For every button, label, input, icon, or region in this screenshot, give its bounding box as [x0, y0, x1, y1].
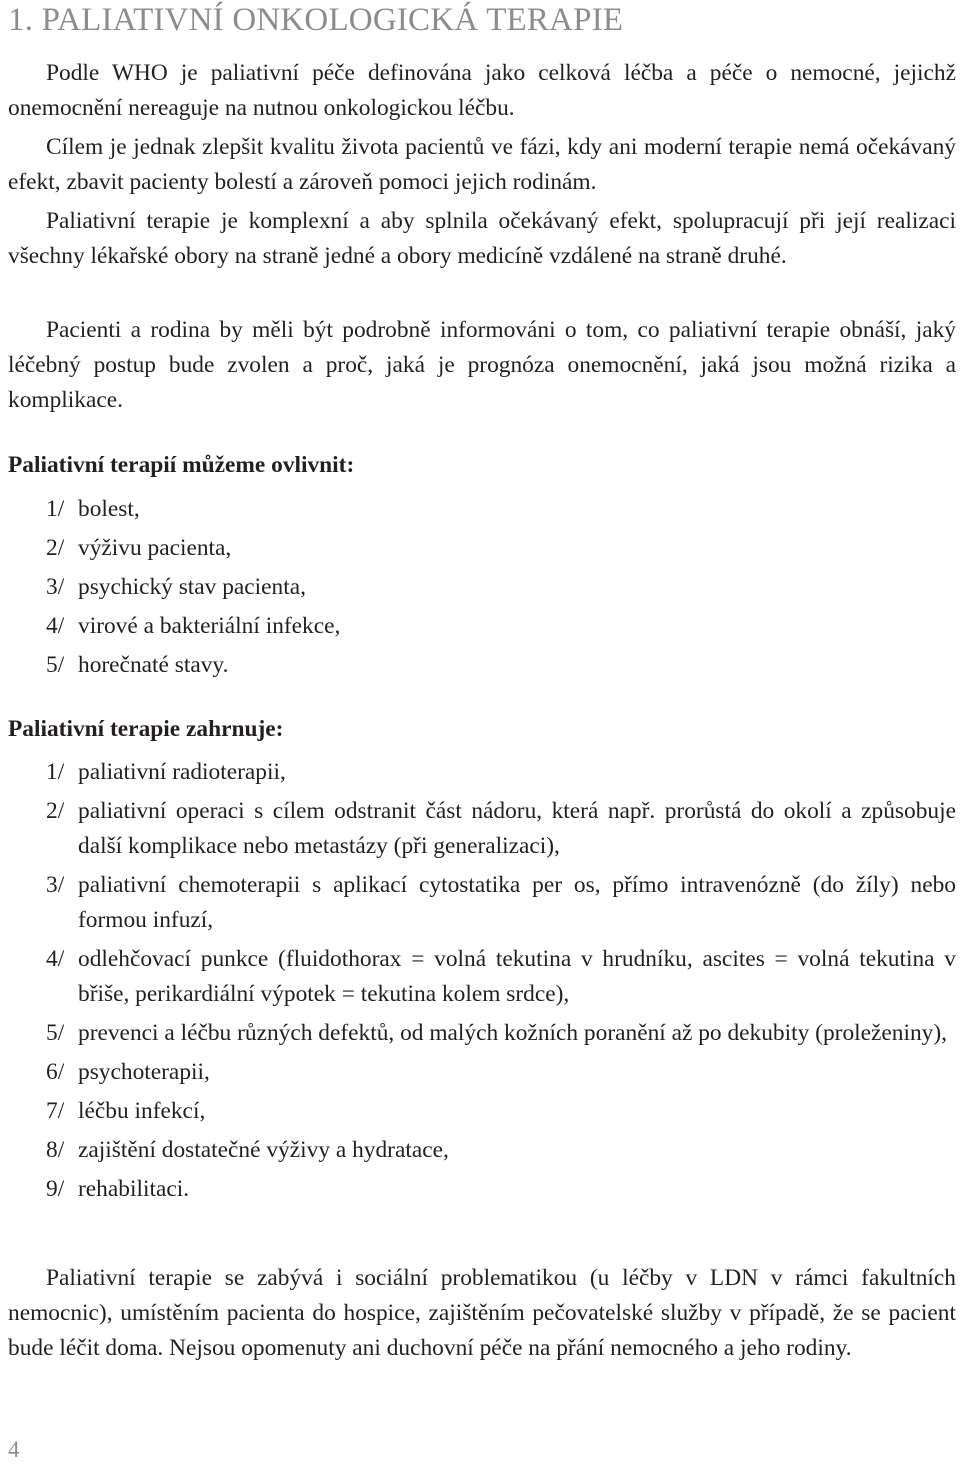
list-item-number: 4/ [46, 946, 65, 972]
list-item [46, 492, 956, 527]
list-item-number: 3/ [46, 872, 65, 898]
list-item-text: léčbu infekcí, [78, 1098, 206, 1124]
section-heading-includes: Paliativní terapie zahrnuje: [8, 716, 284, 742]
list-item [46, 1133, 956, 1168]
list-item [46, 1055, 956, 1090]
page-number: 4 [8, 1437, 20, 1462]
list-item-number: 5/ [46, 652, 65, 678]
list-item [46, 570, 956, 605]
list-item [46, 755, 956, 790]
list-item-text: psychický stav pacienta, [78, 574, 306, 600]
list-item-text: výživu pacienta, [78, 535, 232, 561]
list-item-text: odlehčovací punkce (fluidothorax = volná tekutina v hrudníku, ascites = volná tekutina v břiše, perikardiální výpotek = tekutina kolem srdce), [78, 946, 956, 1007]
list-item-number: 1/ [46, 759, 65, 785]
list-item-number: 4/ [46, 613, 65, 639]
list-item-number: 9/ [46, 1176, 65, 1202]
list-item-number: 3/ [46, 574, 65, 600]
list-item-text: horečnaté stavy. [78, 652, 229, 678]
list-item-text: rehabilitaci. [78, 1176, 190, 1202]
includes-list [46, 755, 956, 1211]
intro-paragraph-who: Podle WHO je paliativní péče definována jako celková léčba a péče o nemocné, jejichž onemocnění nereaguje na nutnou onkologickou léčbu. [8, 60, 956, 121]
list-item [46, 1172, 956, 1207]
list-item-text: paliativní radioterapii, [78, 759, 286, 785]
list-item-number: 2/ [46, 535, 65, 561]
section-heading-influence: Paliativní terapií můžeme ovlivnit: [8, 452, 355, 478]
list-item [46, 531, 956, 566]
list-item [46, 648, 956, 683]
intro-paragraph-goal: Cílem je jednak zlepšit kvalitu života pacientů ve fázi, kdy ani moderní terapie nemá očekávaný efekt, zbavit pacienty bolestí a zároveň pomoci jejich rodinám. [8, 134, 956, 195]
list-item [46, 1016, 956, 1051]
list-item-text: paliativní chemoterapii s aplikací cytostatika per os, přímo intravenózně (do žíly) nebo formou infuzí, [78, 872, 956, 933]
intro-paragraph-information: Pacienti a rodina by měli být podrobně informováni o tom, co paliativní terapie obnáší, jaký léčebný postup bude zvolen a proč, jaká je prognóza onemocnění, jaká jsou možná rizika a komplikace. [8, 317, 956, 413]
list-item [46, 794, 956, 864]
closing-paragraph: Paliativní terapie se zabývá i sociální problematikou (u léčby v LDN v rámci fakultních nemocnic), umístěním pacienta do hospice, zajištěním pečovatelské služby v případě, že se pacient bude léčit doma. Nejsou opomenuty ani duchovní péče na přání nemocného a jeho rodiny. [8, 1265, 956, 1361]
list-item-number: 7/ [46, 1098, 65, 1124]
list-item-text: paliativní operaci s cílem odstranit část nádoru, která např. prorůstá do okolí a způsobuje další komplikace nebo metastázy (při generalizaci), [78, 798, 956, 859]
list-item-number: 2/ [46, 798, 65, 824]
list-item-text: prevenci a léčbu různých defektů, od malých kožních poranění až po dekubity (proleženiny), [78, 1020, 948, 1046]
list-item [46, 609, 956, 644]
list-item-number: 1/ [46, 496, 65, 522]
list-item [46, 942, 956, 1012]
list-item-text: bolest, [78, 496, 140, 522]
list-item [46, 868, 956, 938]
list-item-text: zajištění dostatečné výživy a hydratace, [78, 1137, 449, 1163]
intro-paragraph-complexity: Paliativní terapie je komplexní a aby splnila očekávaný efekt, spolupracují při její realizaci všechny lékařské obory na straně jedné a obory medicíně vzdálené na straně druhé. [8, 208, 956, 269]
chapter-title: 1. PALIATIVNÍ ONKOLOGICKÁ TERAPIE [8, 2, 624, 38]
list-item-number: 5/ [46, 1020, 65, 1046]
list-item-number: 8/ [46, 1137, 65, 1163]
influence-list [46, 492, 956, 687]
list-item [46, 1094, 956, 1129]
list-item-number: 6/ [46, 1059, 65, 1085]
list-item-text: virové a bakteriální infekce, [78, 613, 341, 639]
list-item-text: psychoterapii, [78, 1059, 210, 1085]
